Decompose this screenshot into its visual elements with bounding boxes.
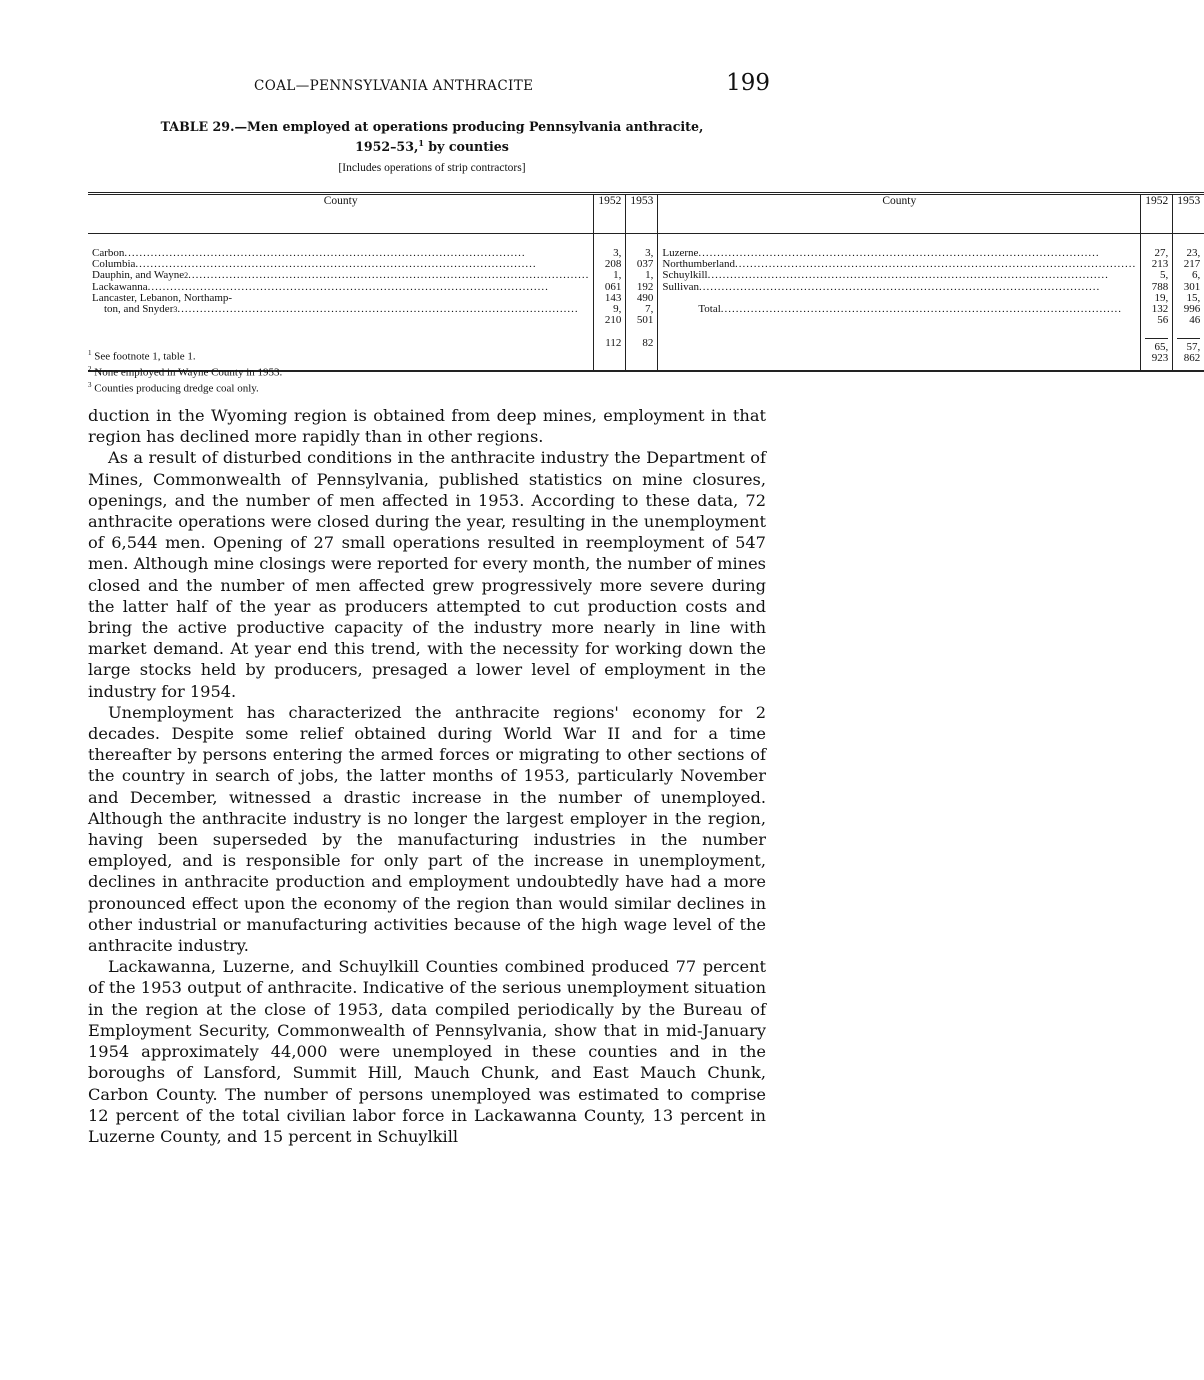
table-caption <box>88 118 776 155</box>
table-row: Luzerne ..... <box>662 248 1136 259</box>
paragraph: Lackawanna, Luzerne, and Schuylkill Counties combined produced 77 percent of the 1953 output of anthracite. Indicative of the serious unemployment situation in the region at the close of 1953, data compiled periodically by the Bureau of Employment Security, Commonwealth of Pennsylvania, show that in mid-January 1954 approximately 44,000 were unemployed in these counties and in the boroughs of Lansford, Summit Hill, Mauch Chunk, and East Mauch Chunk, Carbon County. The number of persons unemployed was estimated to comprise 12 percent of the total civilian labor force in Lackawanna County, 13 percent in Luzerne County, and 15 percent in Schuylkill <box>88 957 766 1146</box>
column-header-1953: 1953 <box>626 194 658 234</box>
employment-table <box>88 192 1204 372</box>
table-caption-suffix: by counties <box>423 139 509 155</box>
paragraph: Unemployment has characterized the anthracite regions' economy for 2 decades. Despite some relief obtained during World War II and for a time thereafter by persons entering the armed forces or migrating to other sections of the country in search of jobs, the latter months of 1953, particularly November and December, witnessed a drastic increase in the number of unemployed. Although the anthracite industry is no longer the largest employer in the region, having been superseded by the manufacturing industries in the number employed, and is responsible for only part of the increase in unemployment, declines in anthracite production and employment undoubtedly have had a more pronounced effect upon the economy of the region than would similar declines in other industrial or manufacturing activities because of the high wage level of the anthracite industry. <box>88 702 766 956</box>
right-1953-column: 23, 217 6, 301 15, 996 46 57, 862 <box>1173 234 1204 365</box>
footnote: $^3$ Counties producing dredge coal only. <box>88 381 259 395</box>
right-1952-column: 27, 213 5, 788 19, 132 56 65, 923 <box>1141 234 1173 365</box>
paragraph: As a result of disturbed conditions in the anthracite industry the Department of Mines, Commonwealth of Pennsylvania, published statistics on mine closures, openings, and the number of men affected in 1953. According to these data, 72 anthracite operations were closed during the year, resulting in the unemployment of 6,544 men. Opening of 27 small operations resulted in reemployment of 547 men. Although mine closings were reported for every month, the number of mines closed and the number of men affected grew progressively more severe during the latter half of the year as producers attempted to cut production costs and bring the active productive capacity of the industry more nearly in line with market demand. At year end this trend, with the necessity for working down the large stocks held by producers, presaged a lower level of employment in the industry for 1954. <box>88 448 766 701</box>
table-footnotes <box>88 347 776 395</box>
total-1953: 57, 862 <box>1177 338 1200 364</box>
table-row: Carbon ..... <box>92 248 589 259</box>
footnote-ref-1: 1 <box>418 138 424 148</box>
table-row: Schuylkill ..... <box>662 270 1136 281</box>
table-caption-years: 1952–53, <box>355 139 419 155</box>
column-header-county-right: County <box>658 194 1141 234</box>
table-caption-line-1: TABLE 29.—Men employed at operations producing Pennsylvania anthracite, <box>160 119 704 134</box>
total-1952: 65, 923 <box>1145 338 1168 364</box>
table-row: Lancaster, Lebanon, Northamp- <box>92 291 233 304</box>
table-row: Sullivan ..... <box>662 282 1136 293</box>
table-row-continuation: ton, and Snyder 3 ..... <box>92 304 589 315</box>
column-header-1952: 1952 <box>594 194 626 234</box>
left-1953-column: 3, 037 1, 192 490 7, 501 82 <box>626 234 658 365</box>
running-header <box>88 70 776 104</box>
table-caption-line-2 <box>88 135 776 155</box>
footnote-ref-2: 2 <box>184 271 189 281</box>
footnote: $^1$ See footnote 1, table 1. <box>88 349 196 363</box>
left-county-column <box>88 234 594 365</box>
column-header-1952-right: 1952 <box>1141 194 1173 234</box>
table-row: Lackawanna ..... <box>92 282 589 293</box>
column-header-county: County <box>88 194 594 234</box>
column-header-1953-right: 1953 <box>1173 194 1204 234</box>
page-number: 199 <box>726 70 770 96</box>
body-text <box>88 405 766 1147</box>
table-header-row <box>88 194 1204 234</box>
table-row: Northumberland ..... <box>662 259 1136 270</box>
total-row: Total ..... <box>662 304 1136 315</box>
paragraph: duction in the Wyoming region is obtained from deep mines, employment in that region has declined more rapidly than in other regions. <box>88 406 766 447</box>
table-row: Dauphin, and Wayne 2 ..... <box>92 270 589 281</box>
table-subnote: [Includes operations of strip contractors] <box>338 162 526 174</box>
running-title: COAL—PENNSYLVANIA ANTHRACITE <box>254 78 534 94</box>
right-county-column <box>658 234 1141 365</box>
footnote-ref-3: 3 <box>173 305 178 315</box>
left-1952-column: 3, 208 1, 061 143 9, 210 112 <box>594 234 626 365</box>
table-body-row <box>88 234 1204 365</box>
table-row: Columbia ..... <box>92 259 589 270</box>
footnote: $^2$ None employed in Wayne County in 1953. <box>88 365 283 379</box>
